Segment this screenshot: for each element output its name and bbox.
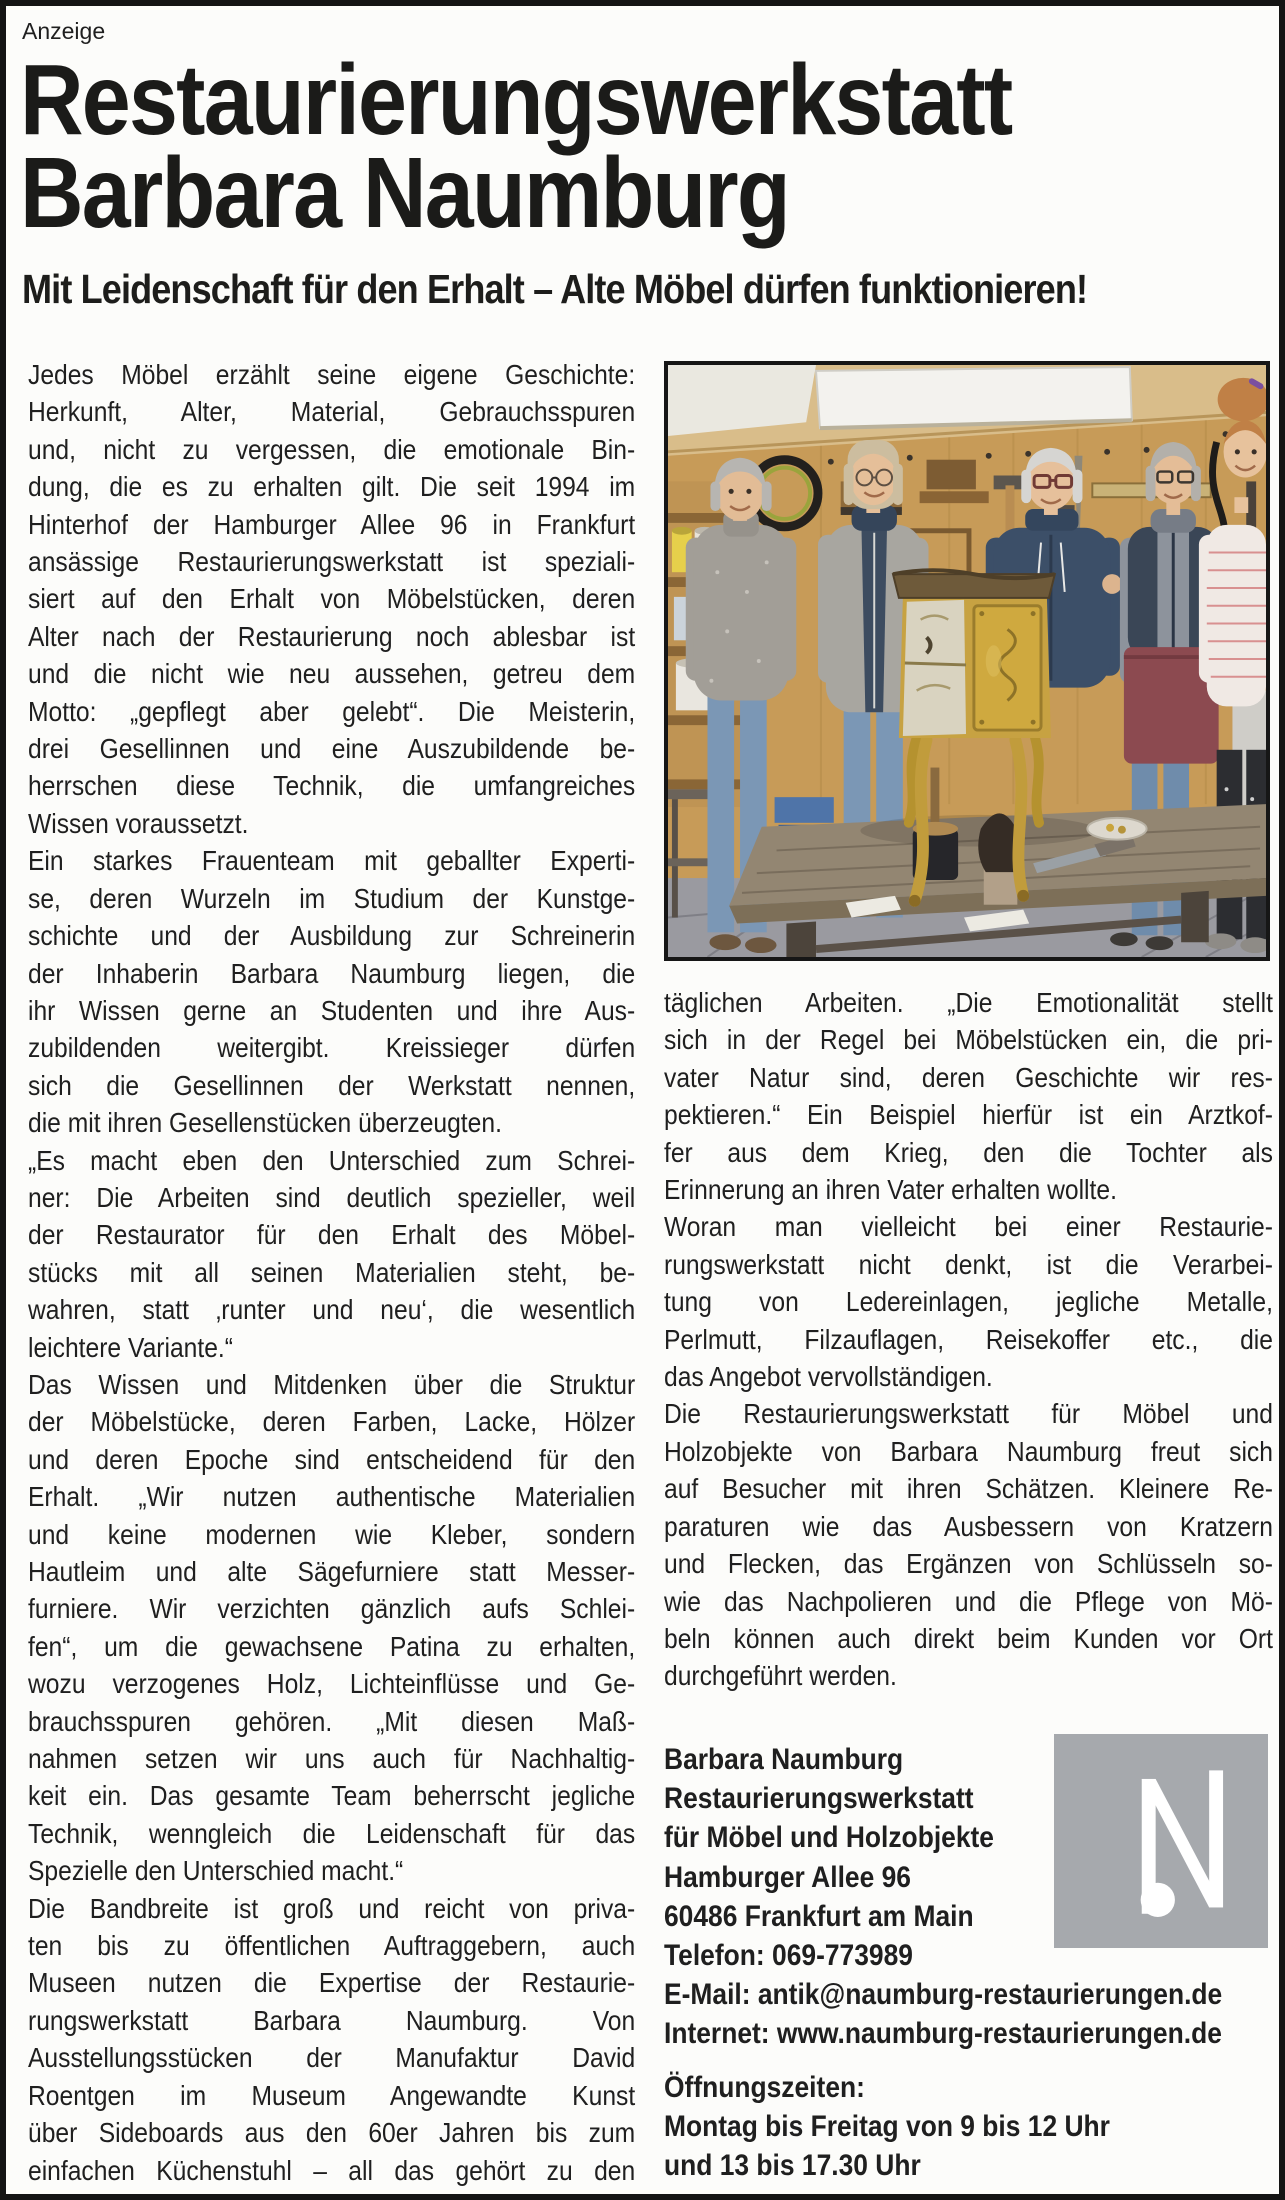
text-line: paraturen wie das Ausbessern von Kratzern [664, 1510, 1273, 1542]
team-photo [664, 361, 1270, 961]
contact-line: für Möbel und Holzobjekte [664, 1821, 994, 1855]
text-line: der Inhaberin Barbara Naumburg liegen, die [28, 957, 636, 989]
text-line: keit ein. Das gesamte Team beherrscht jegliche [28, 1780, 636, 1812]
text-line: fer aus dem Krieg, den die Tochter als [664, 1136, 1273, 1168]
text-line: ihr Wissen gerne an Studenten und ihre Aus- [28, 994, 636, 1026]
text-line: Woran man vielleicht bei einer Restaurie- [664, 1211, 1273, 1243]
company-logo [1054, 1734, 1268, 1948]
text-line: tung von Ledereinlagen, jegliche Metalle, [664, 1286, 1273, 1318]
bn-monogram-icon [1054, 1734, 1268, 1948]
text-line: Roentgen im Museum Angewandte Kunst [28, 2079, 636, 2111]
text-line: fen“, um die gewachsene Patina zu erhalten, [28, 1630, 636, 1662]
text-line: ner: Die Arbeiten sind deutlich spezieller, weil [28, 1181, 636, 1213]
text-line: „Es macht eben den Unterschied zum Schrei- [28, 1144, 636, 1176]
text-line: wahren, statt ‚runter und neu‘, die wesentlich [28, 1294, 636, 1326]
text-line: täglichen Arbeiten. „Die Emotionalität stellt [664, 987, 1273, 1018]
text-line: einfachen Küchenstuhl – all das gehört zu den [28, 2154, 636, 2186]
contact-line: 60486 Frankfurt am Main [664, 1899, 974, 1933]
text-line: Motto: „gepflegt aber gelebt“. Die Meisterin, [28, 695, 636, 727]
text-line: und die nicht wie neu aussehen, getreu dem [28, 658, 636, 690]
ad-headline [20, 44, 1012, 249]
text-line: das Angebot vervollständigen. [664, 1361, 993, 1393]
ad-kicker-label: Anzeige [22, 18, 106, 44]
text-line: rungswerkstatt nicht denkt, ist die Verarbei- [664, 1248, 1273, 1280]
text-line: sich in der Regel bei Möbelstücken ein, die pri- [664, 1024, 1273, 1056]
text-line: vater Natur sind, deren Geschichte wir res- [664, 1061, 1273, 1093]
text-line: Erhalt. „Wir nutzen authentische Materialien [28, 1481, 636, 1513]
contact-line: Restaurierungswerkstatt [664, 1782, 974, 1816]
opening-hours-heading: Öffnungszeiten: [664, 2071, 865, 2104]
text-line: wozu verzogenes Holz, Lichteinflüsse und Ge- [28, 1668, 636, 1700]
text-line: die mit ihren Gesellenstücken überzeugten. [28, 1107, 502, 1139]
text-line: der Möbelstücke, deren Farben, Lacke, Hölzer [28, 1406, 636, 1438]
article-left-column [28, 356, 635, 2189]
text-line: Ausstellungsstücken der Manufaktur David [28, 2042, 636, 2074]
text-line: pektieren.“ Ein Beispiel hierfür ist ein Arztkof- [664, 1099, 1273, 1131]
text-line: Die Restaurierungswerkstatt für Möbel und [664, 1398, 1273, 1430]
text-line: über Sideboards aus den 60er Jahren bis zum [28, 2117, 636, 2149]
text-line: schichte und der Ausbildung zur Schreinerin [28, 920, 636, 952]
text-line: auf Besucher mit ihren Schätzen. Kleinere Re- [664, 1473, 1273, 1505]
ad-subheadline: Mit Leidenschaft für den Erhalt – Alte Möbel dürfen funktionieren! [22, 266, 1088, 312]
text-line: dung, die es zu erhalten gilt. Die seit 1994 im [28, 471, 636, 503]
patina-drawers [903, 600, 966, 736]
text-line: Wissen voraussetzt. [28, 807, 249, 839]
text-line: Technik, wenngleich die Leidenschaft für das [28, 1817, 636, 1849]
text-line: siert auf den Erhalt von Möbelstücken, deren [28, 583, 636, 615]
contact-line: Barbara Naumburg [664, 1743, 904, 1776]
text-line: ten bis zu öffentlichen Auftraggebern, auch [28, 1930, 636, 1962]
text-line: Alter nach der Restaurierung noch ablesbar ist [28, 620, 636, 652]
text-line: nahmen setzen wir uns auch für Nachhaltig- [28, 1743, 636, 1775]
text-line: wie das Nachpolieren und die Pflege von Mö- [664, 1585, 1273, 1617]
text-line: Ein starkes Frauenteam mit geballter Experti- [28, 845, 636, 877]
headline-line-2: Barbara Naumburg [20, 137, 789, 249]
text-line: und deren Epoche sind entscheidend für den [28, 1443, 636, 1475]
hours-line: Montag bis Freitag von 9 bis 12 Uhr [664, 2110, 1110, 2143]
text-line: Holzobjekte von Barbara Naumburg freut sich [664, 1435, 1273, 1467]
text-line: sich die Gesellinnen der Werkstatt nennen, [28, 1069, 636, 1101]
team-photo-illustration [668, 365, 1266, 957]
text-line: beln können auch direkt beim Kunden vor Ort [664, 1622, 1273, 1654]
hours-line: und 13 bis 17.30 Uhr [664, 2149, 921, 2182]
text-line: Jedes Möbel erzählt seine eigene Geschichte: [28, 359, 636, 390]
text-line: Erinnerung an ihren Vater erhalten wollte. [664, 1174, 1117, 1206]
article-right-column [664, 984, 1273, 1695]
text-line: Spezielle den Unterschied macht.“ [28, 1855, 404, 1887]
text-line: Hautleim und alte Sägefurniere statt Messer- [28, 1556, 636, 1587]
opening-hours-lines [664, 2107, 1273, 2185]
text-line: drei Gesellinnen und eine Auszubildende be- [28, 733, 636, 765]
text-line: brauchsspuren gehören. „Mit diesen Maß- [28, 1705, 636, 1737]
text-line: und keine modernen wie Kleber, sondern [28, 1518, 636, 1550]
text-line: Das Wissen und Mitdenken über die Struktur [28, 1368, 636, 1400]
small-plate [1087, 818, 1146, 840]
contact-line: Hamburger Allee 96 [664, 1860, 911, 1894]
contact-line: E-Mail: antik@naumburg-restaurierungen.de [664, 1978, 1223, 2012]
ceiling-lamp [816, 367, 1132, 428]
text-line: Museen nutzen die Expertise der Restaurie- [28, 1967, 636, 1999]
text-line: furniere. Wir verzichten gänzlich aufs Schlei- [28, 1593, 636, 1625]
text-line: Herkunft, Alter, Material, Gebrauchsspuren [28, 396, 636, 428]
text-line: herrschen diese Technik, die umfangreiches [28, 770, 636, 802]
headline-line-1: Restaurierungswerkstatt [20, 44, 1012, 156]
text-line: se, deren Wurzeln im Studium der Kunstge- [28, 882, 636, 914]
opening-hours [664, 2068, 1273, 2185]
text-line: der Restaurator für den Erhalt des Möbel- [28, 1219, 636, 1251]
text-line: rungswerkstatt Barbara Naumburg. Von [28, 2004, 636, 2036]
contact-line: Telefon: 069-773989 [664, 1939, 913, 1973]
blue-crate [775, 797, 834, 823]
contact-line: Internet: www.naumburg-restaurierungen.de [664, 2017, 1222, 2051]
text-line: stücks mit all seinen Materialien steht, be- [28, 1256, 636, 1288]
text-line: Perlmutt, Filzauflagen, Reisekoffer etc., die [664, 1323, 1273, 1355]
text-line: ansässige Restaurierungswerkstatt ist speziali- [28, 546, 636, 578]
text-line: durchgeführt werden. [664, 1660, 897, 1692]
text-line: leichtere Variante.“ [28, 1331, 233, 1363]
text-line: Die Bandbreite ist groß und reicht von priva- [28, 1892, 636, 1924]
text-line: und Flecken, das Ergänzen von Schlüsseln so- [664, 1548, 1273, 1580]
text-line: zubildenden weitergibt. Kreissieger dürfen [28, 1032, 636, 1064]
text-line: Hinterhof der Hamburger Allee 96 in Frankfurt [28, 508, 636, 540]
text-line: und, nicht zu vergessen, die emotionale Bin- [28, 433, 636, 465]
